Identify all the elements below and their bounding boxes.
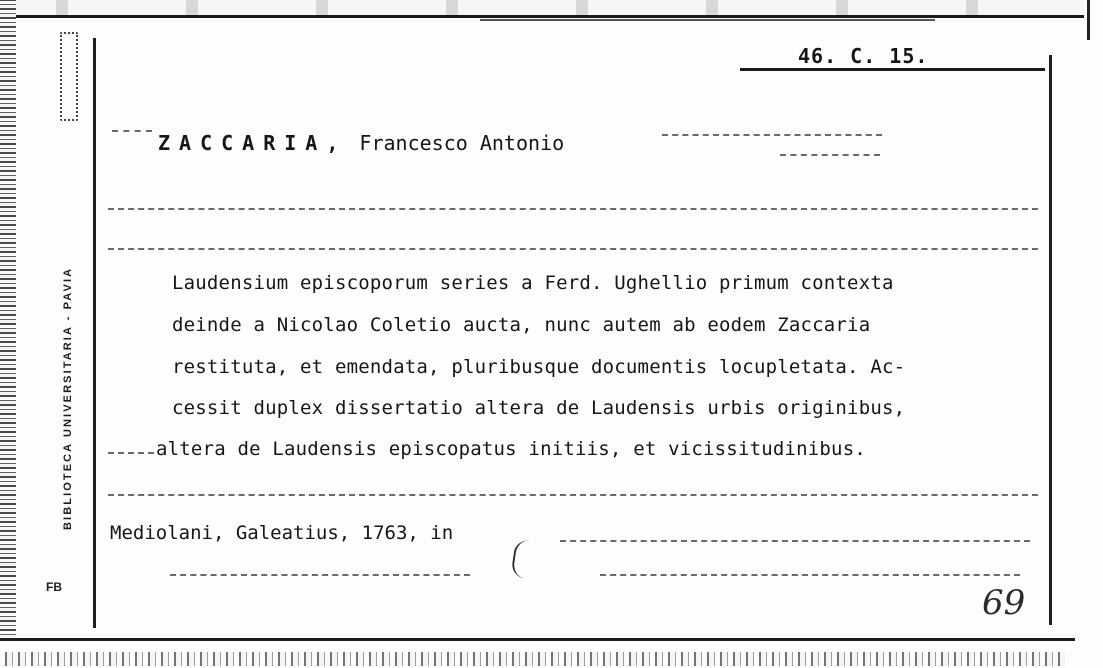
shelfmark: 46. C. 15. — [798, 44, 929, 68]
author-heading — [158, 131, 564, 155]
pencil-mark — [510, 539, 535, 579]
library-stamp — [62, 150, 86, 530]
shelfmark-underline — [740, 68, 1045, 71]
guide-dash — [560, 540, 1030, 542]
guide-line — [108, 248, 1038, 250]
card-top-rule — [16, 15, 1084, 18]
title-line-2: deinde a Nicolao Coletio aucta, nunc autem ab eodem Zaccaria — [172, 314, 871, 336]
author-forenames: Francesco Antonio — [359, 131, 565, 155]
guide-dash — [112, 130, 152, 132]
card-bottom-rule — [0, 638, 1075, 641]
title-line-5: altera de Laudensis episcopatus initiis, et vicissitudinibus. — [156, 438, 866, 460]
guide-dash — [662, 134, 882, 136]
scan-edge-left — [0, 0, 16, 640]
scan-edge-right — [1087, 0, 1090, 40]
scan-edge-top — [16, 0, 1086, 16]
title-line-3: restituta, et emendata, pluribusque documentis locupletata. Ac- — [172, 356, 906, 378]
guide-dash — [780, 154, 880, 156]
library-stamp-text: BIBLIOTECA UNIVERSITARIA - PAVIA — [62, 266, 74, 530]
author-surname: ZACCARIA, — [158, 131, 348, 155]
guide-dash — [600, 574, 1020, 576]
scan-edge-bottom — [0, 652, 1065, 666]
guide-dash — [108, 452, 154, 454]
pencil-number: 69 — [982, 583, 1026, 623]
guide-dash — [170, 574, 470, 576]
title-line-1: Laudensium episcoporum series a Ferd. Ughellio primum contexta — [172, 272, 894, 294]
right-margin-rule — [1049, 55, 1052, 625]
left-margin-rule — [93, 38, 96, 628]
title-line-4: cessit duplex dissertatio altera de Laudensis urbis originibus, — [172, 397, 906, 419]
cataloguer-initials: FB — [46, 580, 62, 594]
guide-line — [108, 208, 1038, 210]
guide-line — [108, 494, 1038, 496]
card-top-rule-secondary — [480, 19, 935, 21]
imprint-line: Mediolani, Galeatius, 1763, in — [110, 522, 454, 544]
punch-hole-mark — [60, 32, 78, 121]
